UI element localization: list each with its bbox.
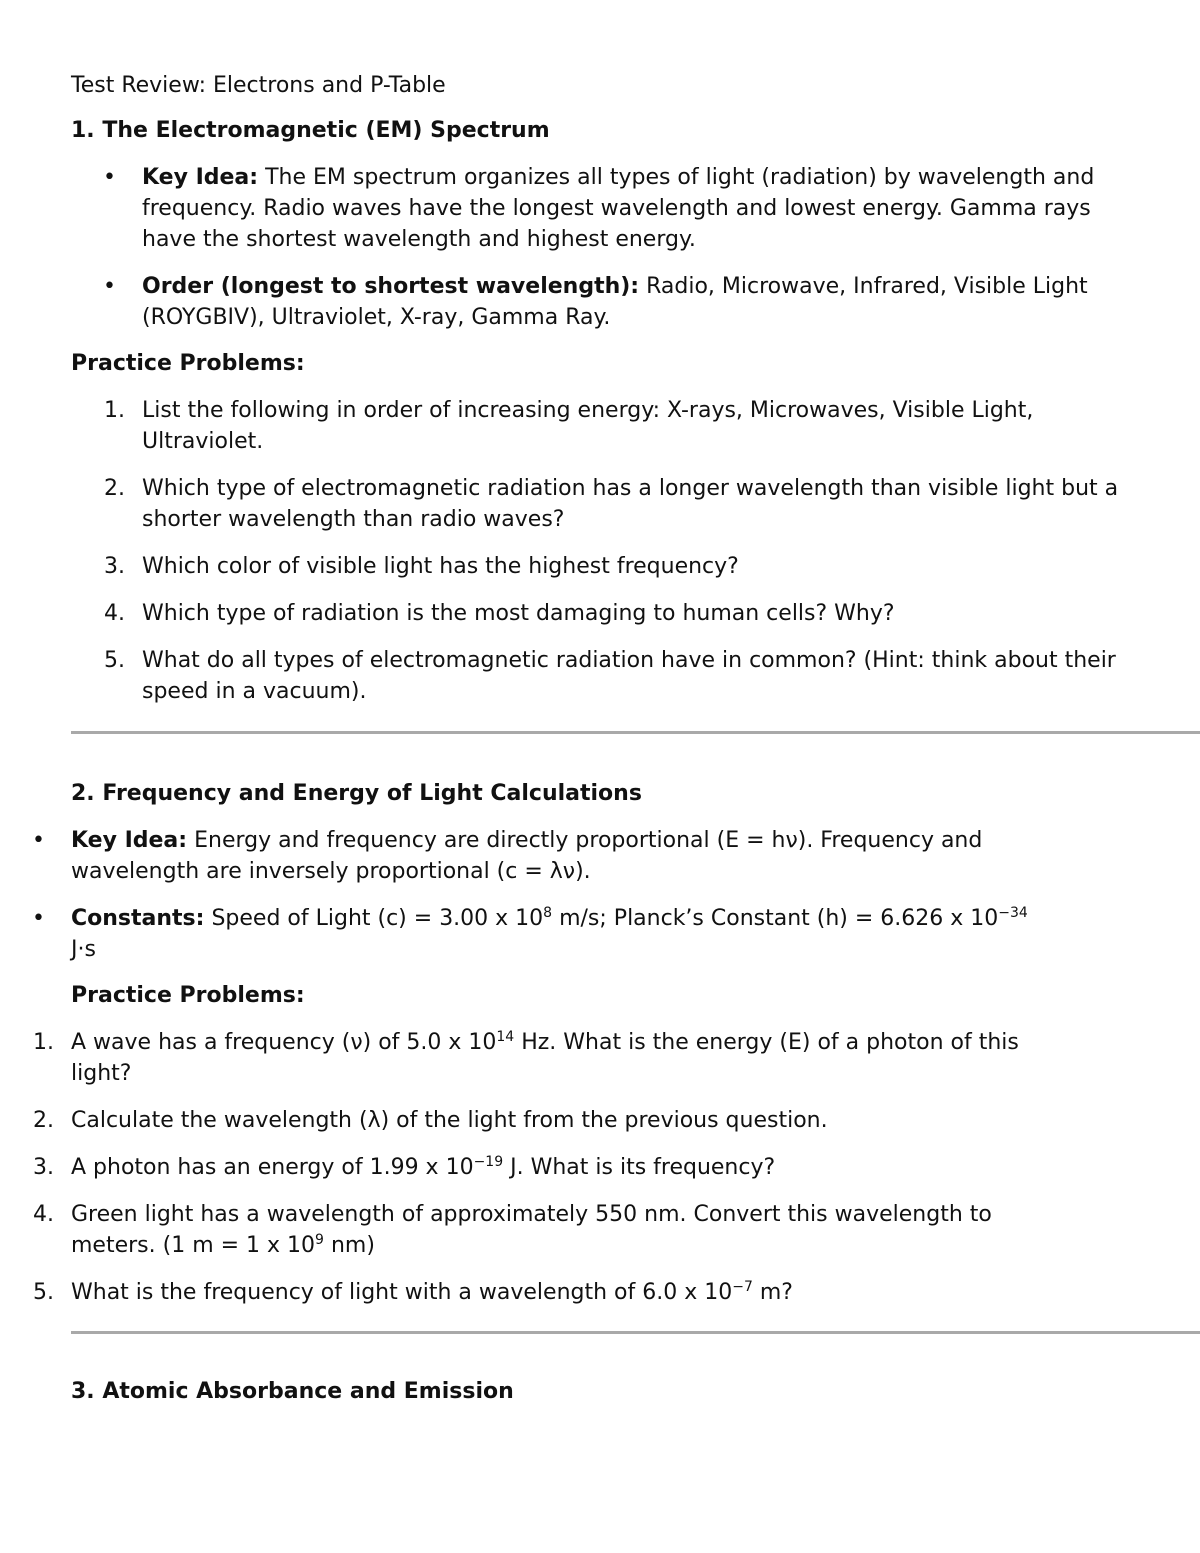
exponent: 8	[543, 905, 553, 921]
exponent: 9	[315, 1232, 324, 1248]
problem-text: J. What is its frequency?	[503, 1155, 776, 1180]
section-divider	[71, 731, 1200, 734]
problem-item	[0, 1105, 1070, 1136]
bullet-text: Speed of Light (c) = 3.00 x 10	[211, 906, 544, 931]
bullet-label: Constants:	[71, 906, 205, 931]
problem-text: What is the frequency of light with a wavelength of 6.0 x 10	[71, 1280, 733, 1305]
problem-number: 2.	[33, 1108, 54, 1133]
section-3-heading: 3. Atomic Absorbance and Emission	[71, 1379, 514, 1404]
problem-text: m?	[752, 1280, 793, 1305]
bullet-key-idea	[71, 162, 1121, 255]
problem-item	[71, 645, 1141, 707]
section-1-practice-heading: Practice Problems:	[71, 351, 305, 376]
bullet-constants	[0, 903, 1050, 965]
problem-text: List the following in order of increasing energy: X-rays, Microwaves, Visible Light, Ultraviolet.	[142, 398, 1034, 454]
bullet-dot-icon: •	[103, 165, 116, 190]
exponent: −7	[732, 1279, 753, 1295]
problem-number: 1.	[33, 1030, 54, 1055]
problem-item	[0, 1027, 1070, 1089]
problem-number: 2.	[104, 476, 125, 501]
document-title: Test Review: Electrons and P-Table	[71, 73, 446, 98]
problem-item	[71, 551, 1141, 582]
problem-text: Which color of visible light has the highest frequency?	[142, 554, 739, 579]
bullet-text: The EM spectrum organizes all types of light (radiation) by wavelength and frequency. Radio waves have the longest wavelength and lowest energy. Gamma rays have the shortest wavelength and highest energy.	[142, 165, 1095, 252]
problem-number: 4.	[104, 601, 125, 626]
section-2-problems	[0, 1027, 1070, 1308]
problem-text: Green light has a wavelength of approximately 550 nm. Convert this wavelength to meters. (1 m = 1 x 10	[71, 1202, 992, 1258]
problem-item	[71, 473, 1141, 535]
bullet-text: Radio, Microwave, Infrared, Visible Light (ROYGBIV), Ultraviolet, X-ray, Gamma Ray.	[142, 274, 1088, 330]
bullet-text: m/s; Planck’s Constant (h) = 6.626 x 10	[552, 906, 999, 931]
problem-item	[71, 395, 1141, 457]
section-2-heading: 2. Frequency and Energy of Light Calculations	[71, 781, 642, 806]
problem-text: Calculate the wavelength (λ) of the light from the previous question.	[71, 1108, 828, 1133]
bullet-text: Energy and frequency are directly proportional (E = hν). Frequency and wavelength are inversely proportional (c = λν).	[71, 828, 983, 884]
bullet-key-idea	[0, 825, 1050, 887]
bullet-dot-icon: •	[103, 274, 116, 299]
problem-text: nm)	[323, 1233, 375, 1258]
section-2-key-points	[0, 825, 1070, 965]
section-3	[71, 1377, 514, 1423]
problem-text: A wave has a frequency (ν) of 5.0 x 10	[71, 1030, 497, 1055]
problem-number: 5.	[33, 1280, 54, 1305]
problem-number: 5.	[104, 648, 125, 673]
problem-item	[0, 1199, 1070, 1261]
bullet-order	[71, 271, 1121, 333]
section-1-problems	[71, 395, 1200, 707]
bullet-dot-icon: •	[32, 828, 45, 853]
bullet-label: Key Idea:	[142, 165, 259, 190]
problem-text: Which type of electromagnetic radiation has a longer wavelength than visible light but a shorter wavelength than radio waves?	[142, 476, 1119, 532]
section-1-key-points	[71, 162, 1200, 333]
section-2	[32, 779, 1070, 1324]
problem-number: 3.	[104, 554, 125, 579]
bullet-label: Key Idea:	[71, 828, 188, 853]
section-divider	[71, 1331, 1200, 1334]
problem-number: 4.	[33, 1202, 54, 1227]
bullet-text: J·s	[71, 937, 96, 962]
section-1-heading: 1. The Electromagnetic (EM) Spectrum	[71, 118, 550, 143]
exponent: −19	[473, 1154, 504, 1170]
section-2-practice-heading: Practice Problems:	[71, 983, 305, 1008]
bullet-label: Order (longest to shortest wavelength):	[142, 274, 640, 299]
problem-item	[0, 1152, 1070, 1183]
problem-text: A photon has an energy of 1.99 x 10	[71, 1155, 474, 1180]
problem-number: 3.	[33, 1155, 54, 1180]
bullet-dot-icon: •	[32, 906, 45, 931]
problem-text: What do all types of electromagnetic radiation have in common? (Hint: think about their speed in a vacuum).	[142, 648, 1116, 704]
problem-text: Which type of radiation is the most damaging to human cells? Why?	[142, 601, 895, 626]
problem-item	[0, 1277, 1070, 1308]
problem-text: Hz. What is the energy (E) of a photon of this light?	[71, 1030, 1019, 1086]
problem-item	[71, 598, 1141, 629]
problem-number: 1.	[104, 398, 125, 423]
exponent: 14	[496, 1029, 515, 1045]
exponent: −34	[998, 905, 1028, 921]
